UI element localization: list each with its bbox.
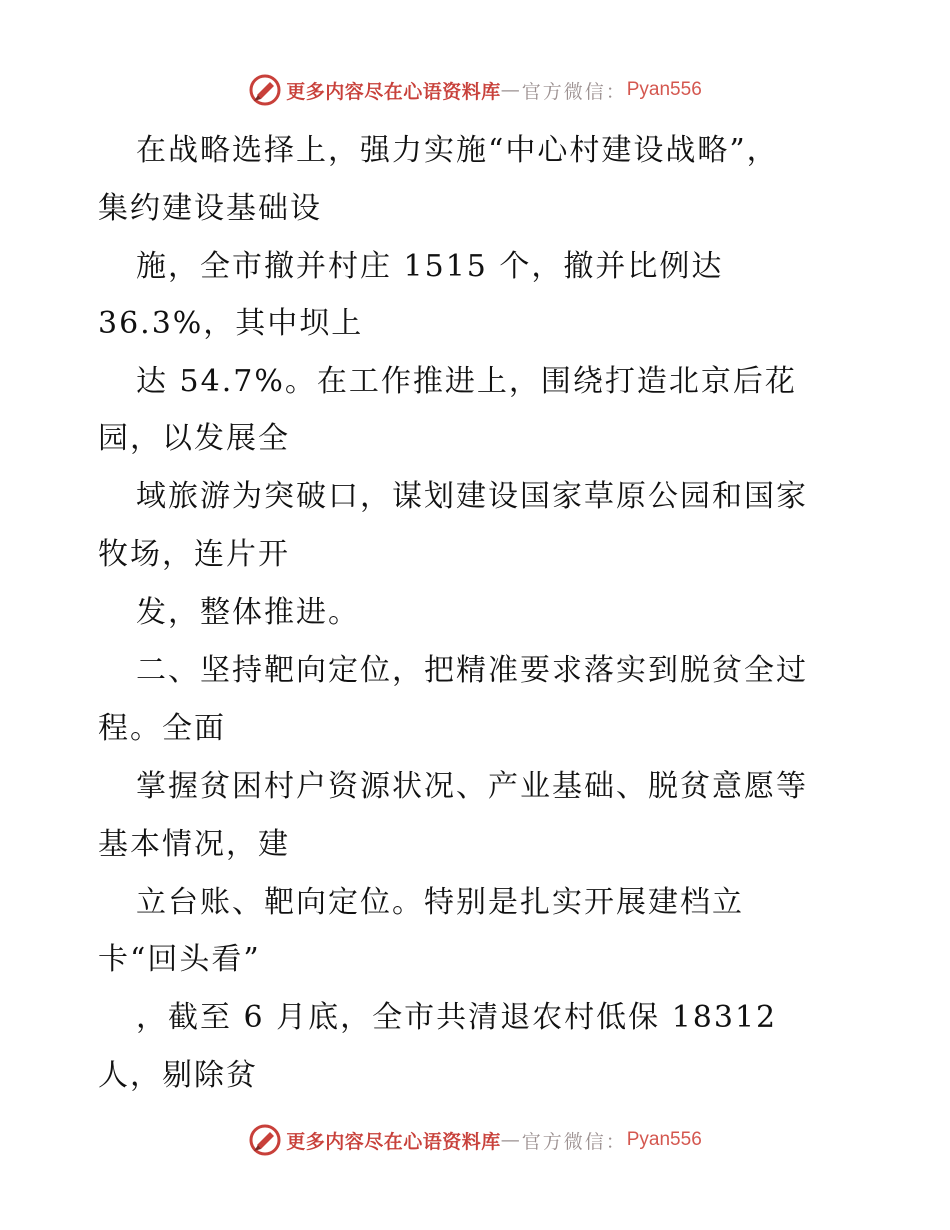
- watermark-site-name: 更多内容尽在心语资料库: [286, 1130, 501, 1153]
- text-line: 人，剔除贫: [98, 1058, 258, 1093]
- watermark-wechat-id: Pyan556: [626, 1129, 702, 1150]
- watermark-site-name: 更多内容尽在心语资料库: [286, 80, 501, 103]
- watermark-logo-icon: [248, 1123, 282, 1157]
- text-line: ，截至 6 月底，全市共清退农村低保 18312: [136, 1000, 778, 1035]
- text-line: 二、坚持靶向定位，把精准要求落实到脱贫全过: [136, 653, 808, 688]
- text-line: 36.3%，其中坝上: [98, 306, 364, 341]
- header-watermark: [0, 70, 950, 110]
- text-line: 园，以发展全: [98, 421, 290, 456]
- footer-watermark: [0, 1120, 950, 1160]
- watermark-dash: —: [500, 1129, 522, 1151]
- text-line: 施，全市撤并村庄 1515 个，撤并比例达: [136, 249, 724, 284]
- text-line: 达 54.7%。在工作推进上，围绕打造北京后花: [136, 364, 797, 399]
- watermark-logo-icon: [248, 73, 282, 107]
- watermark-wechat-label: 官方微信：: [521, 1130, 627, 1153]
- watermark-wechat-label: 官方微信：: [521, 80, 627, 103]
- text-line: 卡“回头看”: [98, 942, 261, 977]
- text-line: 基本情况，建: [98, 827, 290, 862]
- text-line: 集约建设基础设: [98, 191, 322, 226]
- text-line: 立台账、靶向定位。特别是扎实开展建档立: [136, 885, 744, 920]
- watermark-dash: —: [500, 79, 522, 101]
- text-line: 程。全面: [98, 711, 226, 746]
- text-line: 域旅游为突破口，谋划建设国家草原公园和国家: [136, 479, 808, 514]
- text-line: 发，整体推进。: [136, 595, 360, 630]
- text-line: 掌握贫困村户资源状况、产业基础、脱贫意愿等: [136, 769, 808, 804]
- text-line: 在战略选择上，强力实施“中心村建设战略”，: [136, 133, 779, 168]
- watermark-wechat-id: Pyan556: [626, 79, 702, 100]
- text-line: 牧场，连片开: [98, 537, 290, 572]
